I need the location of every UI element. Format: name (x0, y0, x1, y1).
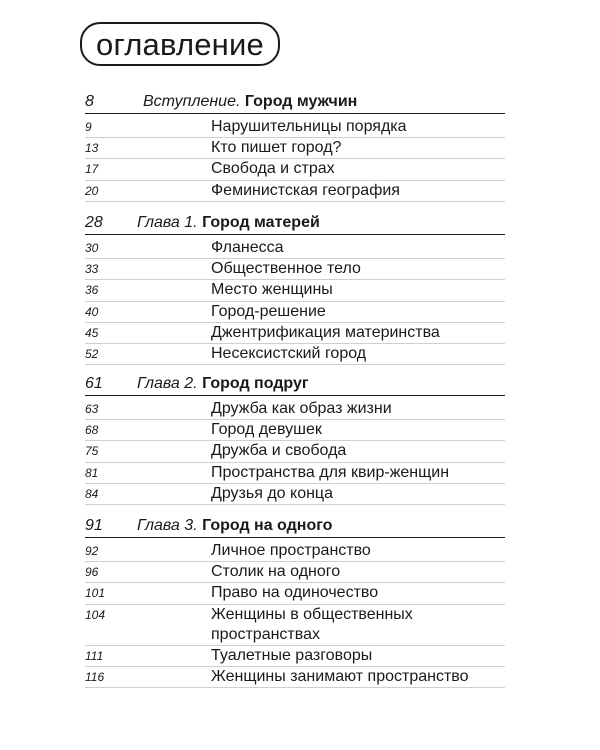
entry-title: Феминистская география (211, 181, 400, 199)
entry-title: Общественное тело (211, 260, 361, 278)
toc-entry[interactable] (85, 605, 505, 646)
toc-entry[interactable] (85, 159, 505, 180)
entry-title: Свобода и страх (211, 160, 335, 178)
entry-page-number: 52 (85, 346, 99, 361)
entry-title: Место женщины (211, 281, 333, 299)
entry-page-number: 104 (85, 607, 106, 622)
entry-page-number: 81 (85, 465, 99, 480)
toc-entry[interactable] (85, 323, 505, 344)
toc-entry[interactable] (85, 420, 505, 441)
entry-page-number: 84 (85, 486, 99, 501)
section-page-number: 61 (85, 375, 103, 392)
section-page-number: 8 (85, 93, 94, 110)
section-label (137, 212, 320, 234)
entry-page-number: 111 (85, 648, 104, 663)
toc-entry[interactable] (85, 541, 505, 562)
toc-entry[interactable] (85, 238, 505, 259)
entry-page-number: 40 (85, 304, 99, 319)
entry-title: Несексистский город (211, 344, 367, 362)
entry-title: Дружба и свобода (211, 442, 347, 460)
toc-section (85, 515, 505, 688)
toc-entry[interactable] (85, 484, 505, 505)
section-heading[interactable] (85, 91, 505, 114)
toc-section (85, 212, 505, 365)
entry-page-number: 20 (85, 183, 99, 198)
entry-title: Женщины в общественных пространствах (211, 605, 413, 643)
toc-entry[interactable] (85, 441, 505, 462)
entry-title: Женщины занимают пространство (211, 668, 469, 686)
section-page-number: 91 (85, 517, 103, 534)
entry-title: Кто пишет город? (211, 139, 342, 157)
toc-entry[interactable] (85, 280, 505, 301)
toc-entry[interactable] (85, 562, 505, 583)
toc-entry[interactable] (85, 138, 505, 159)
entry-page-number: 30 (85, 241, 99, 255)
section-label-text: Глава 3. (137, 517, 198, 534)
toc-entry[interactable] (85, 181, 505, 202)
entry-page-number: 101 (85, 586, 106, 601)
toc-entry[interactable] (85, 399, 505, 420)
entry-page-number: 116 (85, 670, 105, 685)
toc-entry[interactable] (85, 646, 505, 667)
toc-entry[interactable] (85, 667, 505, 688)
entry-page-number: 63 (85, 402, 99, 416)
toc-section (85, 91, 505, 202)
section-page-number: 28 (85, 214, 103, 231)
entry-title: Джентрификация материнства (211, 323, 440, 341)
section-title: Город подруг (202, 375, 309, 392)
section-label (143, 91, 357, 113)
entry-page-number: 92 (85, 544, 99, 558)
entry-page-number: 13 (85, 141, 99, 156)
entry-page-number: 33 (85, 262, 99, 277)
toc-entry[interactable] (85, 259, 505, 280)
toc-entry[interactable] (85, 302, 505, 323)
entry-page-number: 75 (85, 444, 99, 459)
entry-page-number: 96 (85, 565, 99, 580)
toc-section (85, 373, 505, 505)
entry-title: Город девушек (211, 421, 322, 439)
toc-entry[interactable] (85, 583, 505, 604)
entry-page-number: 36 (85, 283, 99, 298)
entry-title: Фланесса (211, 239, 284, 256)
entry-title: Пространства для квир-женщин (211, 463, 450, 481)
section-heading[interactable] (85, 373, 505, 396)
section-label-text: Глава 2. (137, 375, 198, 392)
entry-page-number: 68 (85, 423, 99, 438)
entry-title: Нарушительницы порядка (211, 118, 407, 135)
section-heading[interactable] (85, 515, 505, 538)
entry-title: Город-решение (211, 302, 326, 320)
toc-entry[interactable] (85, 463, 505, 484)
section-label-text: Глава 1. (137, 214, 198, 231)
section-title: Город мужчин (244, 93, 358, 110)
section-heading[interactable] (85, 212, 505, 235)
section-title: Город матерей (202, 214, 320, 231)
entry-title: Право на одиночество (211, 584, 379, 602)
section-label (137, 515, 332, 537)
entry-title: Друзья до конца (211, 484, 333, 502)
entry-title: Туалетные разговоры (211, 646, 373, 664)
toc-entry[interactable] (85, 117, 505, 138)
entry-title: Дружба как образ жизни (211, 400, 392, 417)
entry-page-number: 17 (85, 162, 99, 177)
section-label-text: Вступление. (143, 93, 241, 110)
page-title: оглавление (80, 22, 280, 66)
entry-page-number: 45 (85, 325, 99, 340)
entry-title: Столик на одного (211, 563, 341, 581)
section-label (137, 373, 309, 395)
section-title: Город на одного (202, 517, 333, 534)
entry-page-number: 9 (85, 120, 92, 134)
toc-entry[interactable] (85, 344, 505, 365)
entry-title: Личное пространство (211, 542, 371, 559)
